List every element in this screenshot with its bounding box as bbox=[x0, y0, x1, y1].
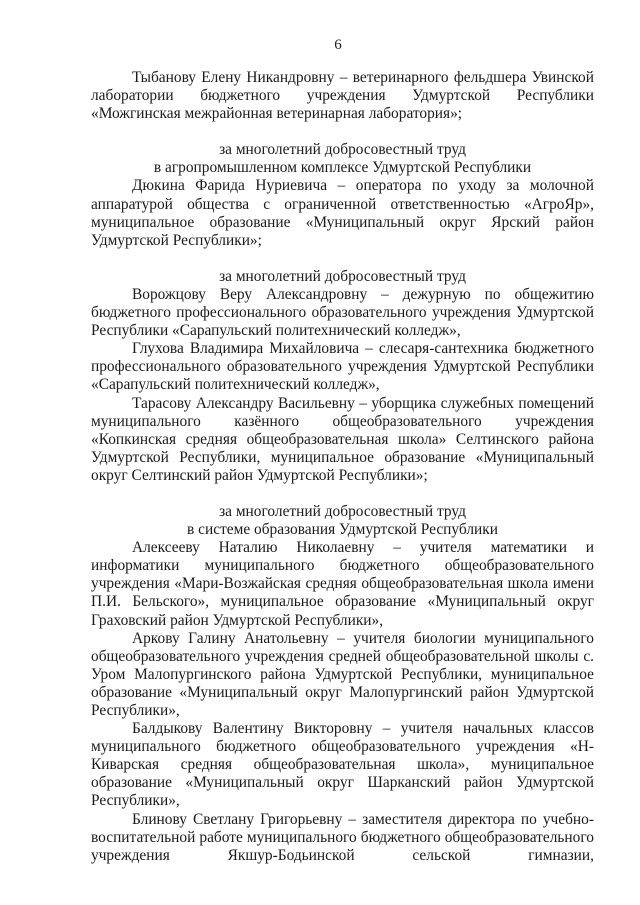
award-entry-dyukin: Дюкина Фарида Нуриевича – оператора по уходу за молочной аппаратурой общества с ограниченной ответственностью «АгроЯр», муниципальное образование «Муниципальный округ Ярский район Удмуртской Республики»; bbox=[91, 177, 594, 249]
spacer bbox=[91, 485, 594, 503]
section-heading: за многолетний добросовестный труд bbox=[219, 141, 466, 159]
spacer bbox=[91, 250, 594, 268]
award-entry-tarasova: Тарасову Александру Васильевну – уборщика служебных помещений муниципального казённого общеобразовательного учреждения «Копкинская средняя общеобразовательная школа» Селтинского района Удмуртской Республики, муниципальное образование «Муниципальный округ Селтинский район Удмуртской Республики»; bbox=[91, 394, 594, 484]
section-heading: за многолетний добросовестный труд bbox=[219, 502, 466, 520]
award-entry-alekseeva: Алексееву Наталию Николаевну – учителя математики и информатики муниципального бюджетного общеобразовательного учреждения «Мари-Возжайская средняя общеобразовательная школа имени П.И. Бельского», муниципальное образование «Муниципальный округ Граховский район Удмуртской Республики», bbox=[91, 539, 594, 629]
section-subheading: в системе образования Удмуртской Республики bbox=[187, 521, 498, 539]
award-entry-vorozhtsova: Ворожцову Веру Александровну – дежурную по общежитию бюджетного профессионального образовательного учреждения Удмуртской Республики «Сарапульский политехнический колледж», bbox=[91, 285, 594, 340]
spacer bbox=[91, 123, 594, 141]
award-entry-arkova: Аркову Галину Анатольевну – учителя биологии муниципального общеобразовательного учреждения средней общеобразовательной школы с. Уром Малопургинского района Удмуртской Республики, муниципальное образование «Муниципальный округ Малопургинский район Удмуртской Республики», bbox=[91, 629, 594, 719]
document-body bbox=[91, 69, 594, 865]
section-subheading: в агропромышленном комплексе Удмуртской Республики bbox=[153, 159, 532, 177]
award-entry-baldykova: Балдыкову Валентину Викторовну – учителя начальных классов муниципального бюджетного общеобразовательного учреждения «Н-Киварская средняя общеобразовательная школа», муниципальное образование «Муниципальный округ Шарканский район Удмуртской Республики», bbox=[91, 720, 594, 810]
page-number: 6 bbox=[334, 37, 342, 53]
award-entry-tybanova: Тыбанову Елену Никандровну – ветеринарного фельдшера Увинской лаборатории бюджетного учреждения Удмуртской Республики «Можгинская межрайонная ветеринарная лаборатория»; bbox=[91, 69, 594, 123]
section-heading: за многолетний добросовестный труд bbox=[219, 267, 466, 285]
award-entry-glukhov: Глухова Владимира Михайловича – слесаря-сантехника бюджетного профессионального образовательного учреждения Удмуртской Республики «Сарапульский политехнический колледж», bbox=[91, 340, 594, 394]
award-entry-blinova: Блинову Светлану Григорьевну – заместителя директора по учебно-воспитательной работе муниципального бюджетного общеобразовательного учреждения Якшур-Бодьинской сельской гимназии, bbox=[91, 810, 594, 864]
